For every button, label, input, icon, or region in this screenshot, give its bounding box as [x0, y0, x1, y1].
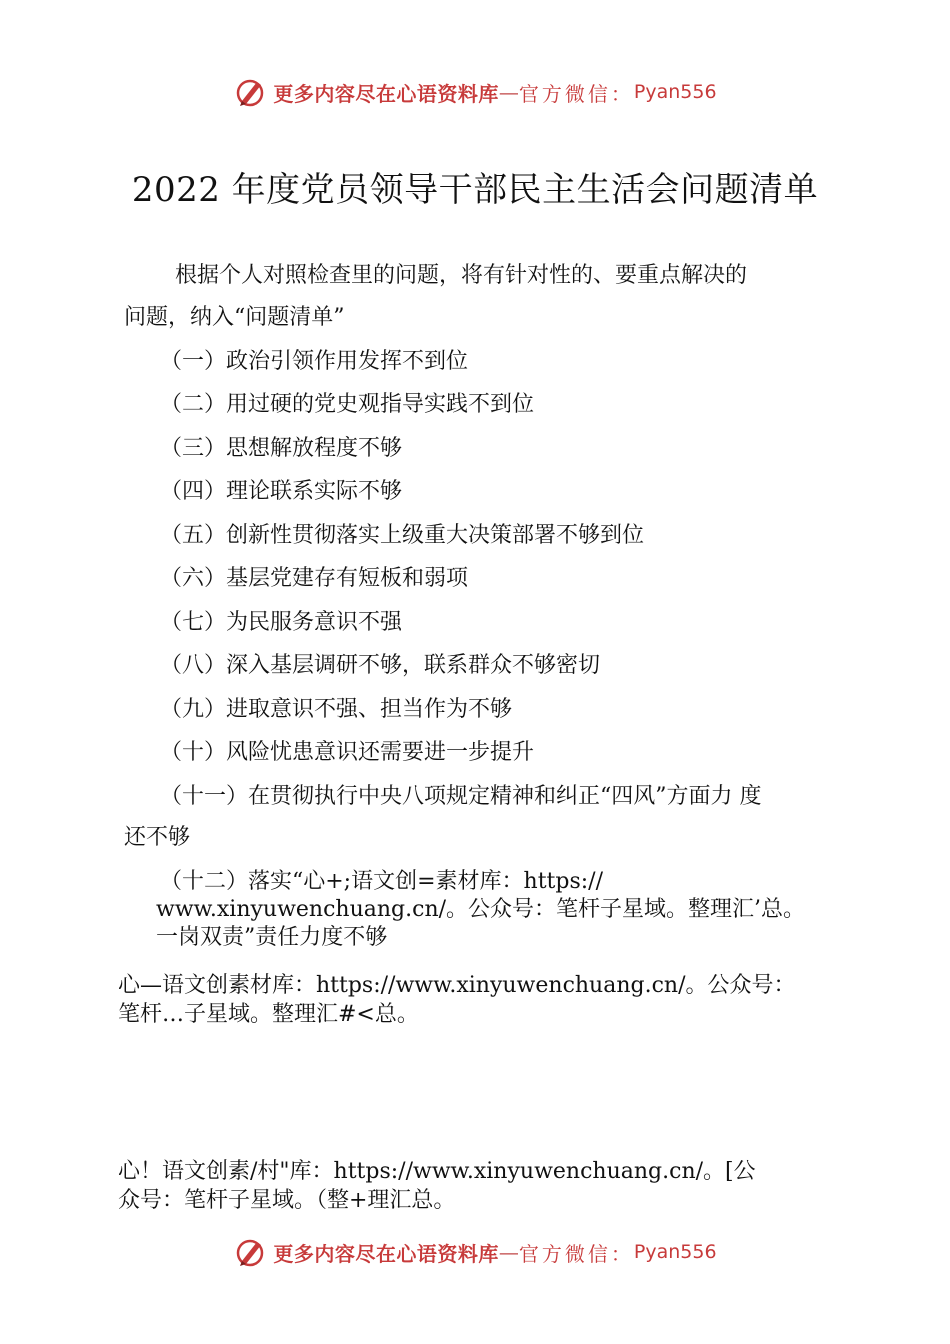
list-item: （二）用过硬的党史观指导实践不到位 [160, 392, 535, 417]
banner-brand: 更多内容尽在心语资料库 [273, 81, 499, 106]
watermark-note-2: 心！语文创素/村"库：https://www.xinyuwenchuang.cn/。[公 [118, 1159, 756, 1184]
list-item: （十二）落实“心+;语文创=素材库：https:// [160, 869, 603, 894]
banner-separator: — [498, 1240, 519, 1264]
list-item: （八）深入基层调研不够，联系群众不够密切 [160, 653, 601, 678]
list-item-continuation: www.xinyuwenchuang.cn/。公众号：笔杆子星域。整理汇’总。 [156, 897, 806, 922]
list-item: （三）思想解放程度不够 [160, 436, 403, 461]
list-item: （九）进取意识不强、担当作为不够 [160, 697, 513, 722]
banner-wechat-label: 官方微信： [518, 1241, 634, 1266]
intro-line-2: 问题，纳入“问题清单” [124, 305, 345, 330]
list-item-continuation: 还不够 [124, 825, 191, 850]
banner-wechat-id: Pyan556 [633, 81, 717, 103]
list-item: （一）政治引领作用发挥不到位 [160, 349, 469, 374]
header-banner [0, 72, 950, 112]
list-item: （六）基层党建存有短板和弱项 [160, 566, 469, 591]
pen-logo-icon [233, 1235, 267, 1269]
list-item: （十）风险忧患意识还需要进一步提升 [160, 740, 535, 765]
watermark-note-1-line-2: 笔杆…子星域。整理汇#<总。 [118, 1002, 419, 1027]
list-item-continuation: 一岗双责”责任力度不够 [156, 925, 388, 950]
pen-logo-icon [233, 75, 267, 109]
watermark-note-1: 心—语文创素材库：https://www.xinyuwenchuang.cn/。公众号： [118, 973, 796, 998]
list-item: （十一）在贯彻执行中央八项规定精神和纠正“四风”方面力 度 [160, 784, 762, 809]
list-item: （五）创新性贯彻落实上级重大决策部署不够到位 [160, 523, 645, 548]
banner-brand: 更多内容尽在心语资料库 [273, 1241, 499, 1266]
footer-banner [0, 1232, 950, 1272]
banner-wechat-label: 官方微信： [518, 81, 634, 106]
intro-line-1: 根据个人对照检查里的问题，将有针对性的、要重点解决的 [175, 263, 748, 288]
banner-separator: — [498, 80, 519, 104]
banner-wechat-id: Pyan556 [633, 1241, 717, 1263]
watermark-note-2-line-2: 众号：笔杆子星域。（整+理汇总。 [118, 1188, 456, 1213]
list-item: （七）为民服务意识不强 [160, 610, 403, 635]
list-item: （四）理论联系实际不够 [160, 479, 403, 504]
page-title: 2022 年度党员领导干部民主生活会问题清单 [131, 170, 819, 210]
